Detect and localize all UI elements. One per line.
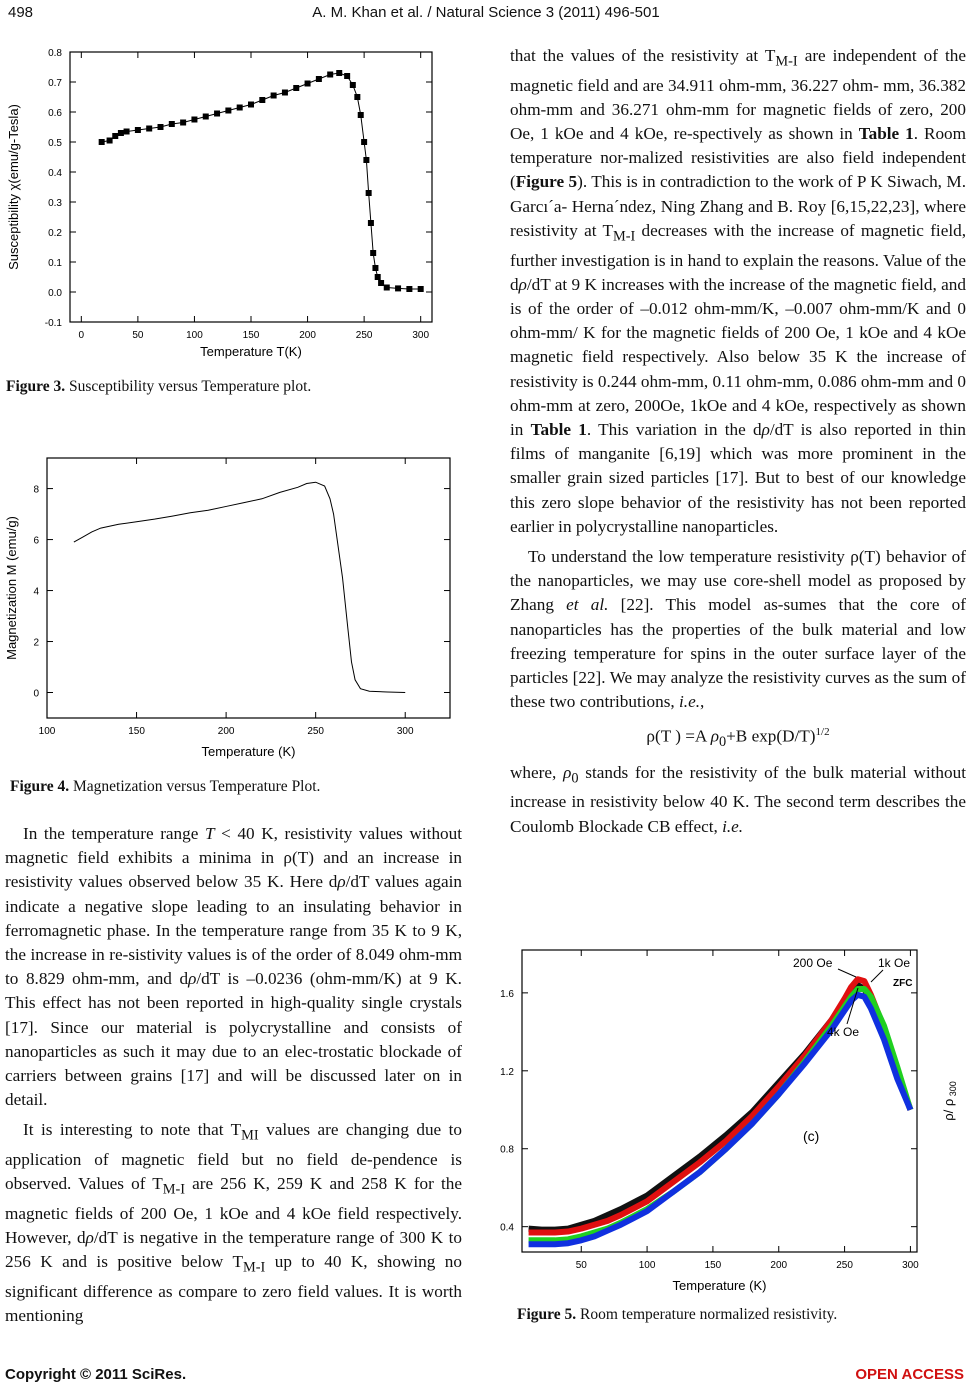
figure-4-caption: Figure 4. Magnetization versus Temperature Plot. <box>10 778 321 795</box>
data-point <box>354 94 360 100</box>
y-tick-label: 4 <box>33 586 39 598</box>
data-point <box>384 285 390 291</box>
x-tick-label: 100 <box>186 330 203 341</box>
y-tick-label: 1.6 <box>500 988 514 1000</box>
data-point <box>169 121 175 127</box>
data-point <box>124 129 130 135</box>
x-axis-label: Temperature T(K) <box>200 344 302 359</box>
data-point <box>350 82 356 88</box>
data-point <box>214 111 220 117</box>
paragraph: It is interesting to note that $T_{MI}$ values are changing due to application of magnetic field but no field de-pendence is observed. Values of $T_{M-I}$ are 256 K, 259 K and 258 K for the magnetic fields of 200 Oe, 1 kOe and 4 kOe field respectively. However, dρ/dT is negative in the temperature range of 300 K to 256 K and is positive below $T_{M-I}$ up to 40 K, showing no significant difference as compare to zero field values. It is worth mentioning <box>5 1120 463 1326</box>
annotation-pointer <box>871 970 883 982</box>
copyright-notice: Copyright © 2011 SciRes. <box>5 1366 187 1383</box>
data-point <box>203 114 209 120</box>
plot-frame <box>47 458 450 718</box>
figure-5-caption: Figure 5. Room temperature normalized resistivity. <box>517 1306 838 1323</box>
plot-frame <box>70 52 432 322</box>
y-tick-label: 0 <box>33 688 39 700</box>
data-point <box>135 127 141 133</box>
paragraph: that the values of the resistivity at $T_{M-I}$ are independent of the magnetic field and are 34.911 ohm-mm, 36.227 ohm- mm, 36.382 ohm-mm and 36.271 ohm-mm for magnetic fields of zero, 200 Oe, 1 kOe and 4 kOe, re-spectively as shown in Table 1. Room temperature nor-malized resistivities are also field independent (Figure 5). This is in contradiction to the work of P K Siwach, M. Garcı´a- Herna´ndez, Ning Zhang and B. Roy [6,15,22,23], where resistivity at $T_{M-I}$ decreases with the increase of magnetic field, further investigation is in hand to explain the reasons. Value of the dρ/dT at 9 K increases with the increase of the magnetic field, and is of the order of –0.012 ohm-mm/K, –0.007 ohm-mm/K and 0 ohm-mm/ K for the magnetic fields of 200 Oe, 1 kOe and 4 kOe magnetic field respectively. Also below 35 K the increase of resistivity is 0.244 ohm-mm, 0.11 ohm-mm, 0.086 ohm-mm and 0 ohm-mm at zero, 200Oe, 1kOe and 4 kOe, respectively as shown in Table 1. This variation in the dρ/dT is also reported in thin films of manganite [6,19] which was more prominent in the smaller grain sized particles [17]. But to best of our knowledge this zero slope behavior of the resistivity has not been reported earlier in polycrystalline nanoparticles. <box>510 46 967 536</box>
y-axis-label-subscript: 300 <box>948 1081 958 1099</box>
data-point <box>358 112 364 118</box>
data-point <box>180 120 186 126</box>
data-point <box>344 73 350 79</box>
y-tick-label: 0.0 <box>48 288 62 299</box>
figure-4-chart <box>0 448 455 770</box>
annotation-pointer <box>838 969 856 977</box>
panel-label: (c) <box>803 1128 820 1144</box>
data-point <box>293 85 299 91</box>
open-access-label: OPEN ACCESS <box>855 1366 964 1383</box>
data-point <box>146 126 152 132</box>
x-tick-label: 250 <box>307 726 325 737</box>
data-point <box>336 70 342 76</box>
data-point <box>375 274 381 280</box>
x-tick-label: 300 <box>902 1260 919 1271</box>
x-axis-label: Temperature (K) <box>672 1278 767 1293</box>
data-point <box>366 190 372 196</box>
x-tick-label: 200 <box>770 1260 788 1271</box>
data-point <box>191 117 197 123</box>
x-tick-label: 50 <box>132 330 144 341</box>
annotation-zfc: ZFC <box>893 978 913 989</box>
y-tick-label: 0.7 <box>48 78 62 89</box>
y-tick-label: 0.6 <box>48 108 62 119</box>
paragraph: To understand the low temperature resistivity ρ(T) behavior of the nanoparticles, we may use core-shell model as proposed by Zhang et al. [22]. This model as-sumes that the core of nanoparticles has the properties of the bulk material and low freezing temperature for spins in the outer surface layer of the particles [22]. We may analyze the resistivity curves as the sum of these two contributions, i.e., <box>510 546 966 712</box>
data-point <box>118 130 124 136</box>
page-header <box>0 2 972 26</box>
x-tick-label: 150 <box>704 1260 722 1271</box>
y-tick-label: 0.8 <box>500 1144 514 1156</box>
y-tick-label: 6 <box>33 535 39 547</box>
y-tick-label: 2 <box>33 637 39 649</box>
data-point <box>327 72 333 78</box>
data-point <box>305 81 311 87</box>
y-tick-label: 0.4 <box>500 1222 514 1234</box>
x-axis-label: Temperature (K) <box>201 744 296 759</box>
data-point <box>370 250 376 256</box>
data-point <box>112 133 118 139</box>
equation: ρ(T ) =A $\rho_0+B$ $\exp(D/T)^{1/2}$ <box>646 726 830 751</box>
x-tick-label: 50 <box>575 1260 587 1271</box>
y-axis-label: ρ/ ρ $_{300}$ <box>941 1081 958 1121</box>
series-200-oe <box>529 979 911 1232</box>
y-tick-label: 0.4 <box>48 168 62 179</box>
x-tick-label: 0 <box>78 330 85 341</box>
data-point <box>395 285 401 291</box>
y-axis-label: Magnetization M (emu/g) <box>4 516 19 660</box>
paragraph: In the temperature range T < 40 K, resistivity values without magnetic field exhibits a minima in ρ(T) and an increase in resistivity values observed below 35 K. Here dρ/dT values again indicate a negative slope leading to an insulating behavior in ferromagnetic phase. In the temperature range from 35 K to 9 K, the increase in re-sistivity values is of the order of 8.049 ohm-mm to 8.829 ohm-mm, and dρ/dT is –0.0236 (ohm-mm/K) at 9 K. This effect has not been reported in high-quality single crystals [17]. Since our material is polycrystalline and consists of nanoparticles as such it may due to an elec-trostatic blockade of carriers between grains [17] and will be discussed later on in detail. <box>5 824 462 1110</box>
right-column-text <box>510 44 966 839</box>
figure-3-caption: Figure 3. Susceptibility versus Temperature plot. <box>6 378 312 395</box>
x-tick-label: 200 <box>299 330 316 341</box>
data-point <box>361 139 367 145</box>
x-tick-label: 300 <box>396 726 414 737</box>
y-tick-label: 0.3 <box>48 198 62 209</box>
annotation-200oe: 200 Oe <box>793 956 833 970</box>
y-tick-label: 1.2 <box>500 1066 514 1078</box>
x-tick-label: 300 <box>412 330 430 341</box>
data-point <box>282 90 288 96</box>
running-head: A. M. Khan et al. / Natural Science 3 (2011) 496-501 <box>312 4 660 21</box>
data-point <box>368 220 374 226</box>
y-tick-label: 8 <box>33 484 39 496</box>
data-point <box>406 286 412 292</box>
x-tick-label: 250 <box>355 330 373 341</box>
data-point <box>372 265 378 271</box>
series-zfc <box>529 985 911 1230</box>
data-point <box>316 76 322 82</box>
y-tick-label: 0.1 <box>48 258 62 269</box>
y-tick-label: 0.5 <box>48 138 62 149</box>
left-column-text <box>5 822 462 1328</box>
figure-3-chart <box>0 40 450 359</box>
paragraph: where, $\rho_0$ stands for the resistivity of the bulk material without increase in resistivity below 40 K. The second term describes the Coulomb Blockade CB effect, i.e. <box>510 762 966 836</box>
data-point <box>248 102 254 108</box>
y-tick-label: 0.2 <box>48 228 62 239</box>
data-point <box>271 93 277 99</box>
x-tick-label: 100 <box>638 1260 656 1271</box>
figure-5-chart <box>500 936 970 1302</box>
page-number: 498 <box>8 4 34 21</box>
x-tick-label: 200 <box>217 726 235 737</box>
data-point <box>158 124 164 130</box>
annotation-1koe: 1k Oe <box>878 956 911 970</box>
susceptibility-line <box>102 73 421 289</box>
data-point <box>363 157 369 163</box>
y-tick-label: -0.1 <box>44 318 62 329</box>
x-tick-label: 250 <box>836 1260 853 1271</box>
data-point <box>225 108 231 114</box>
data-point <box>259 97 265 103</box>
data-point <box>107 138 113 144</box>
data-point <box>237 105 243 111</box>
y-tick-label: 0.8 <box>48 48 62 59</box>
y-axis-label: Susceptibility χ(emu/g-Tesla) <box>6 104 21 270</box>
magnetization-line <box>74 482 405 692</box>
data-point <box>378 280 384 286</box>
data-point <box>418 286 424 292</box>
x-tick-label: 100 <box>38 726 56 737</box>
x-tick-label: 150 <box>128 726 145 737</box>
x-tick-label: 150 <box>242 330 260 341</box>
data-point <box>99 139 105 145</box>
annotation-4koe: 4k Oe <box>827 1025 860 1039</box>
